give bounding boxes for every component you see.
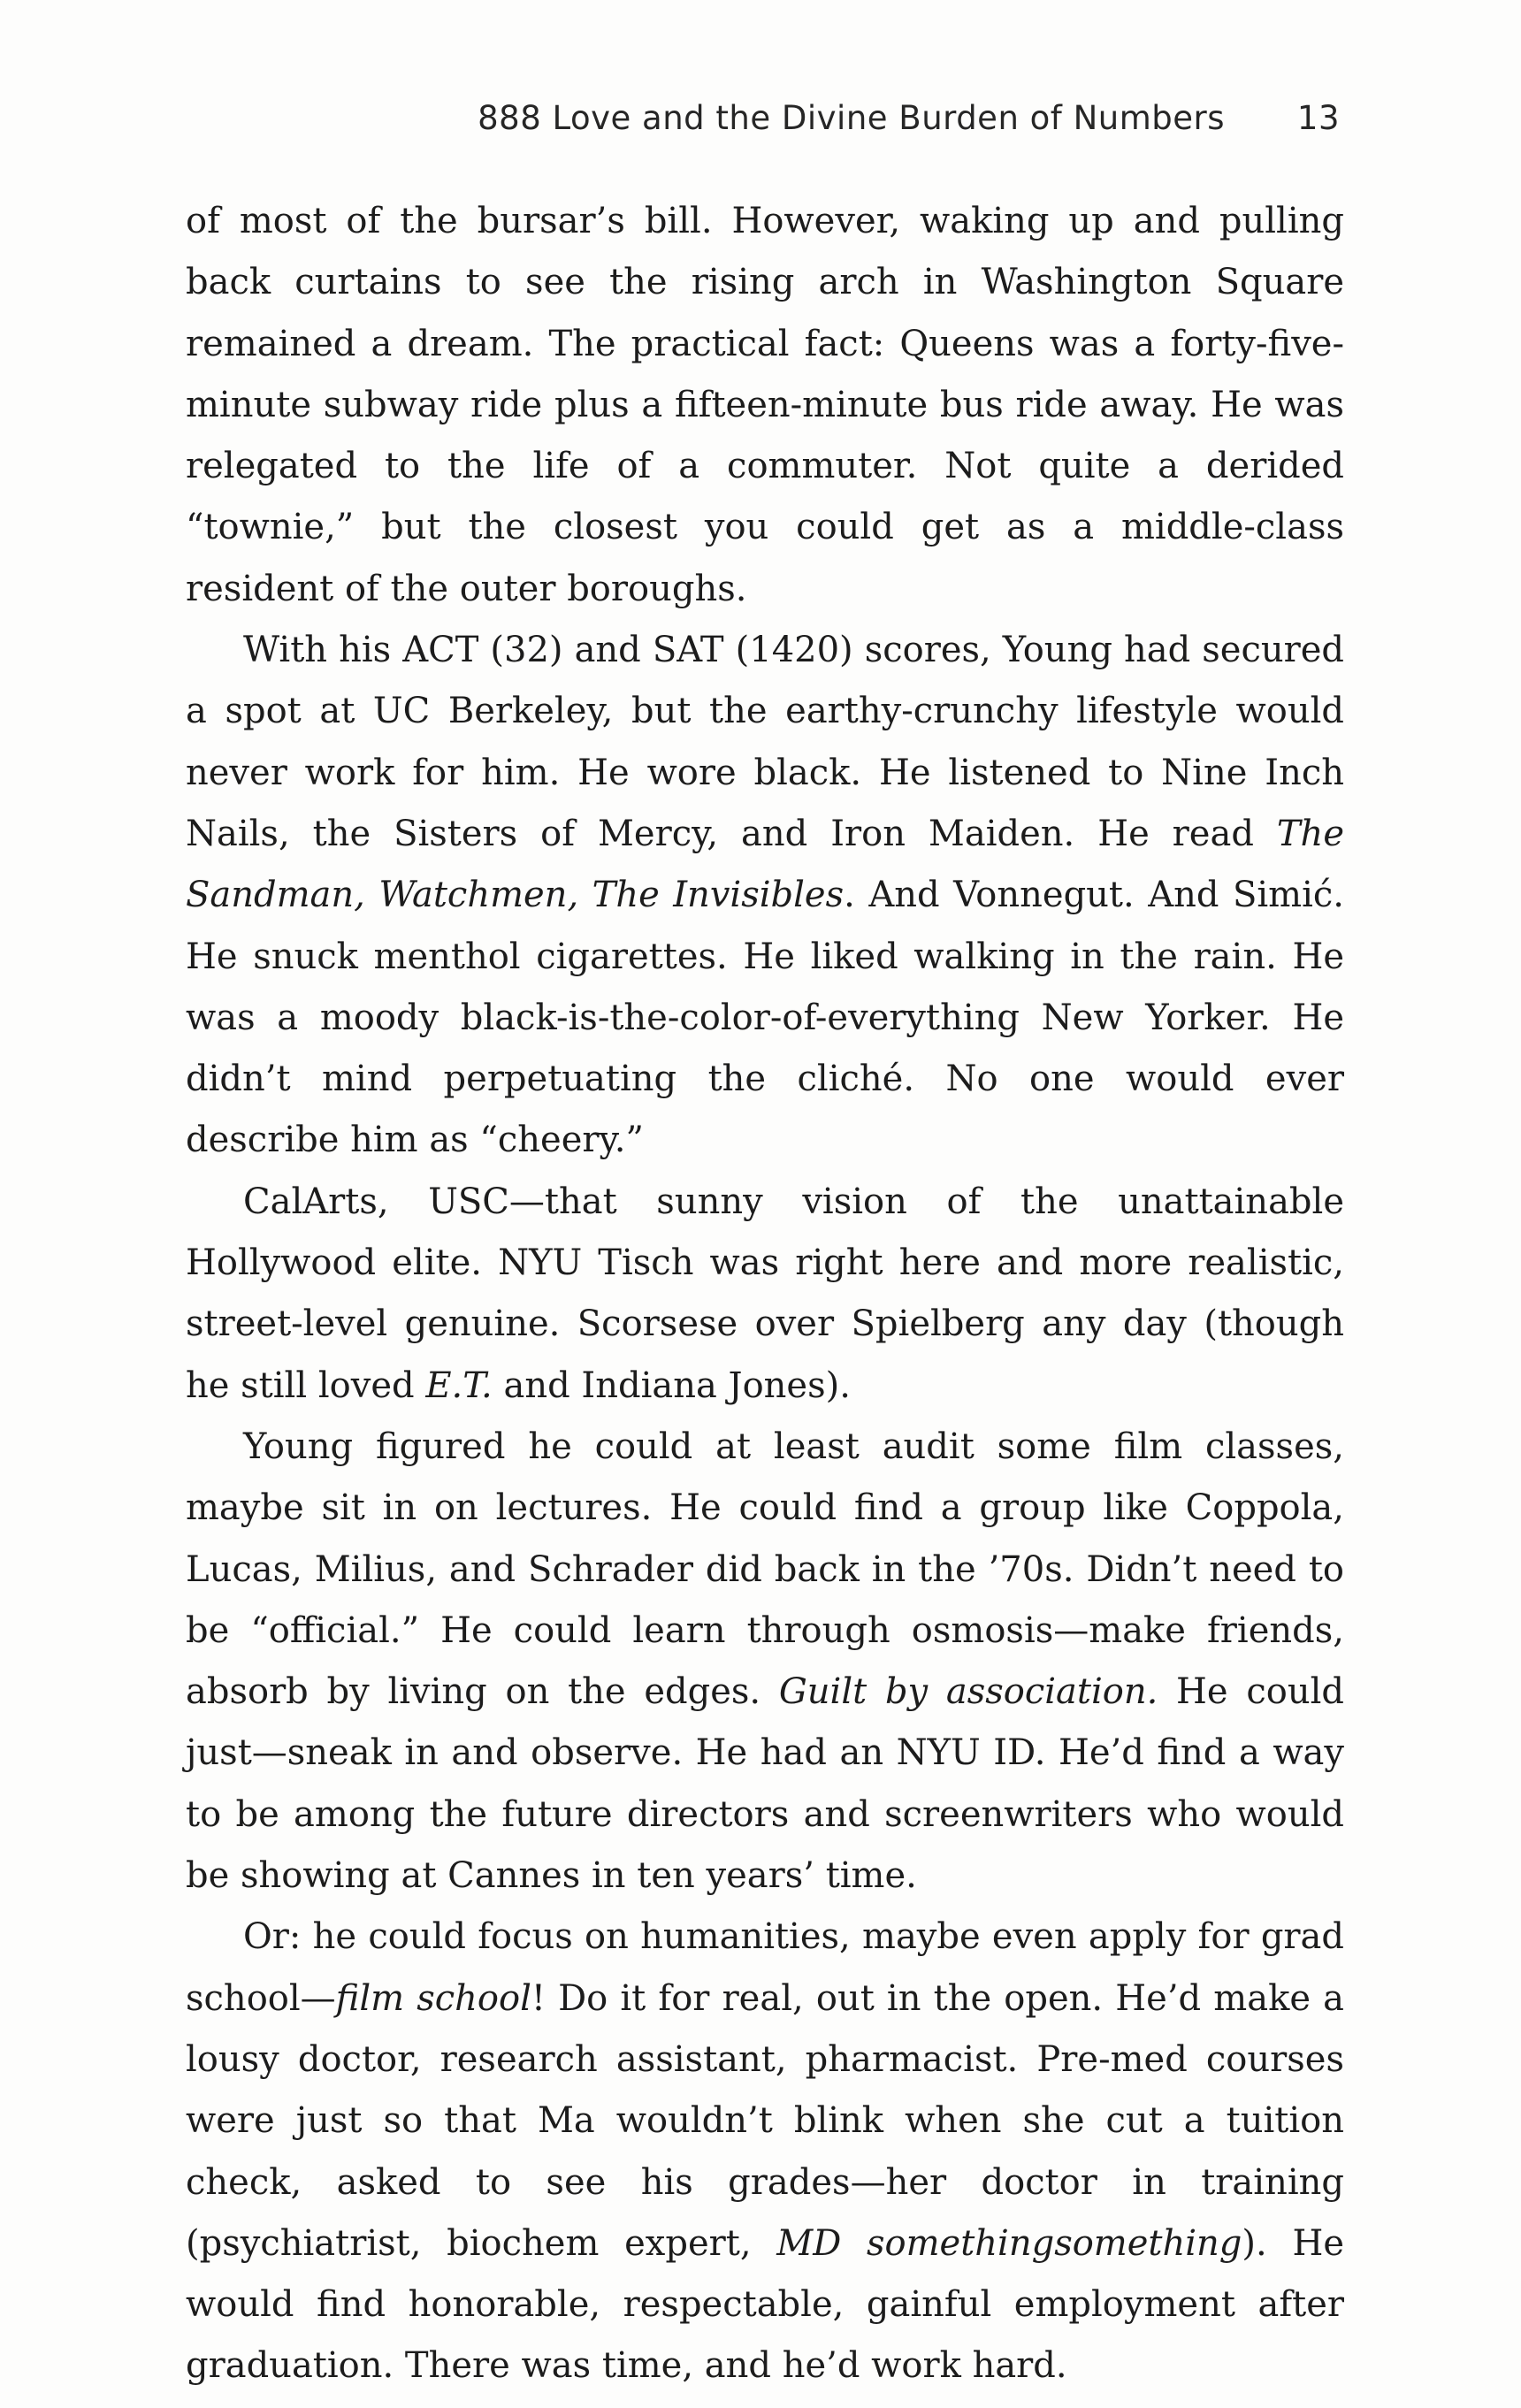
text-run: CalArts, USC—that sunny vision of the unattainable Hollywood elite. NYU Tisch was right here and more realistic, street-level genuine. Scorsese over Spielberg any day (though he still loved xyxy=(186,1181,1344,1406)
page-number: 13 xyxy=(1296,99,1340,137)
paragraph xyxy=(186,1417,1344,1907)
paragraph xyxy=(186,1907,1344,2397)
text-run: of most of the bursar’s bill. However, waking up and pulling back curtains to see the rising arch in Washington Square remained a dream. The practical fact: Queens was a forty-five-minute subway ride plus a fifteen-minute bus ride away. He was relegated to the life of a commuter. Not quite a derided “townie,” but the closest you could get as a middle-class resident of the outer boroughs. xyxy=(186,201,1344,609)
body-text xyxy=(186,191,1344,2397)
italic-text: MD somethingsomething xyxy=(776,2222,1242,2264)
text-run: and Indiana Jones). xyxy=(492,1365,851,1406)
italic-text: film school xyxy=(335,1977,531,2019)
text-run: With his ACT (32) and SAT (1420) scores, Young had secured a spot at UC Berkeley, but the earthy-crunchy lifestyle would never work for him. He wore black. He listened to Nine Inch Nails, the Sisters of Mercy, and Iron Maiden. He read xyxy=(186,630,1344,854)
paragraph xyxy=(186,1172,1344,1417)
italic-text: Guilt by association. xyxy=(778,1671,1158,1713)
paragraph xyxy=(186,620,1344,1172)
text-run: He could just—sneak in and observe. He had an NYU ID. He’d find a way to be among the future directors and screenwriters who would be showing at Cannes in ten years’ time. xyxy=(186,1671,1344,1897)
text-run: ! Do it for real, out in the open. He’d make a lousy doctor, research assistant, pharmacist. Pre-med courses were just so that Ma wouldn’t blink when she cut a tuition check, asked to see his grades—her doctor in training (psychiatrist, biochem expert, xyxy=(186,1977,1344,2264)
page-header xyxy=(186,99,1340,152)
paragraph xyxy=(186,191,1344,620)
text-run: ). He would find honorable, respectable, gainful employment after graduation. There was time, and he’d work hard. xyxy=(186,2222,1344,2387)
italic-text: E.T. xyxy=(425,1365,493,1406)
text-run: Or: he could focus on humanities, maybe even apply for grad school— xyxy=(186,1916,1344,2019)
text-run: Young figured he could at least audit some film classes, maybe sit in on lectures. He could find a group like Coppola, Lucas, Milius, and Schrader did back in the ’70s. Didn’t need to be “official.” He could learn through osmosis—make friends, absorb by living on the edges. xyxy=(186,1426,1344,1713)
running-head: 888 Love and the Divine Burden of Numbers xyxy=(478,99,1225,137)
italic-text: The Sandman, Watchmen, The Invisibles xyxy=(186,813,1344,916)
text-run: . And Vonnegut. And Simić. He snuck menthol cigarettes. He liked walking in the rain. He was a moody black-is-the-color-of-everything New Yorker. He didn’t mind perpetuating the cliché. No one would ever describe him as “cheery.” xyxy=(186,875,1344,1161)
